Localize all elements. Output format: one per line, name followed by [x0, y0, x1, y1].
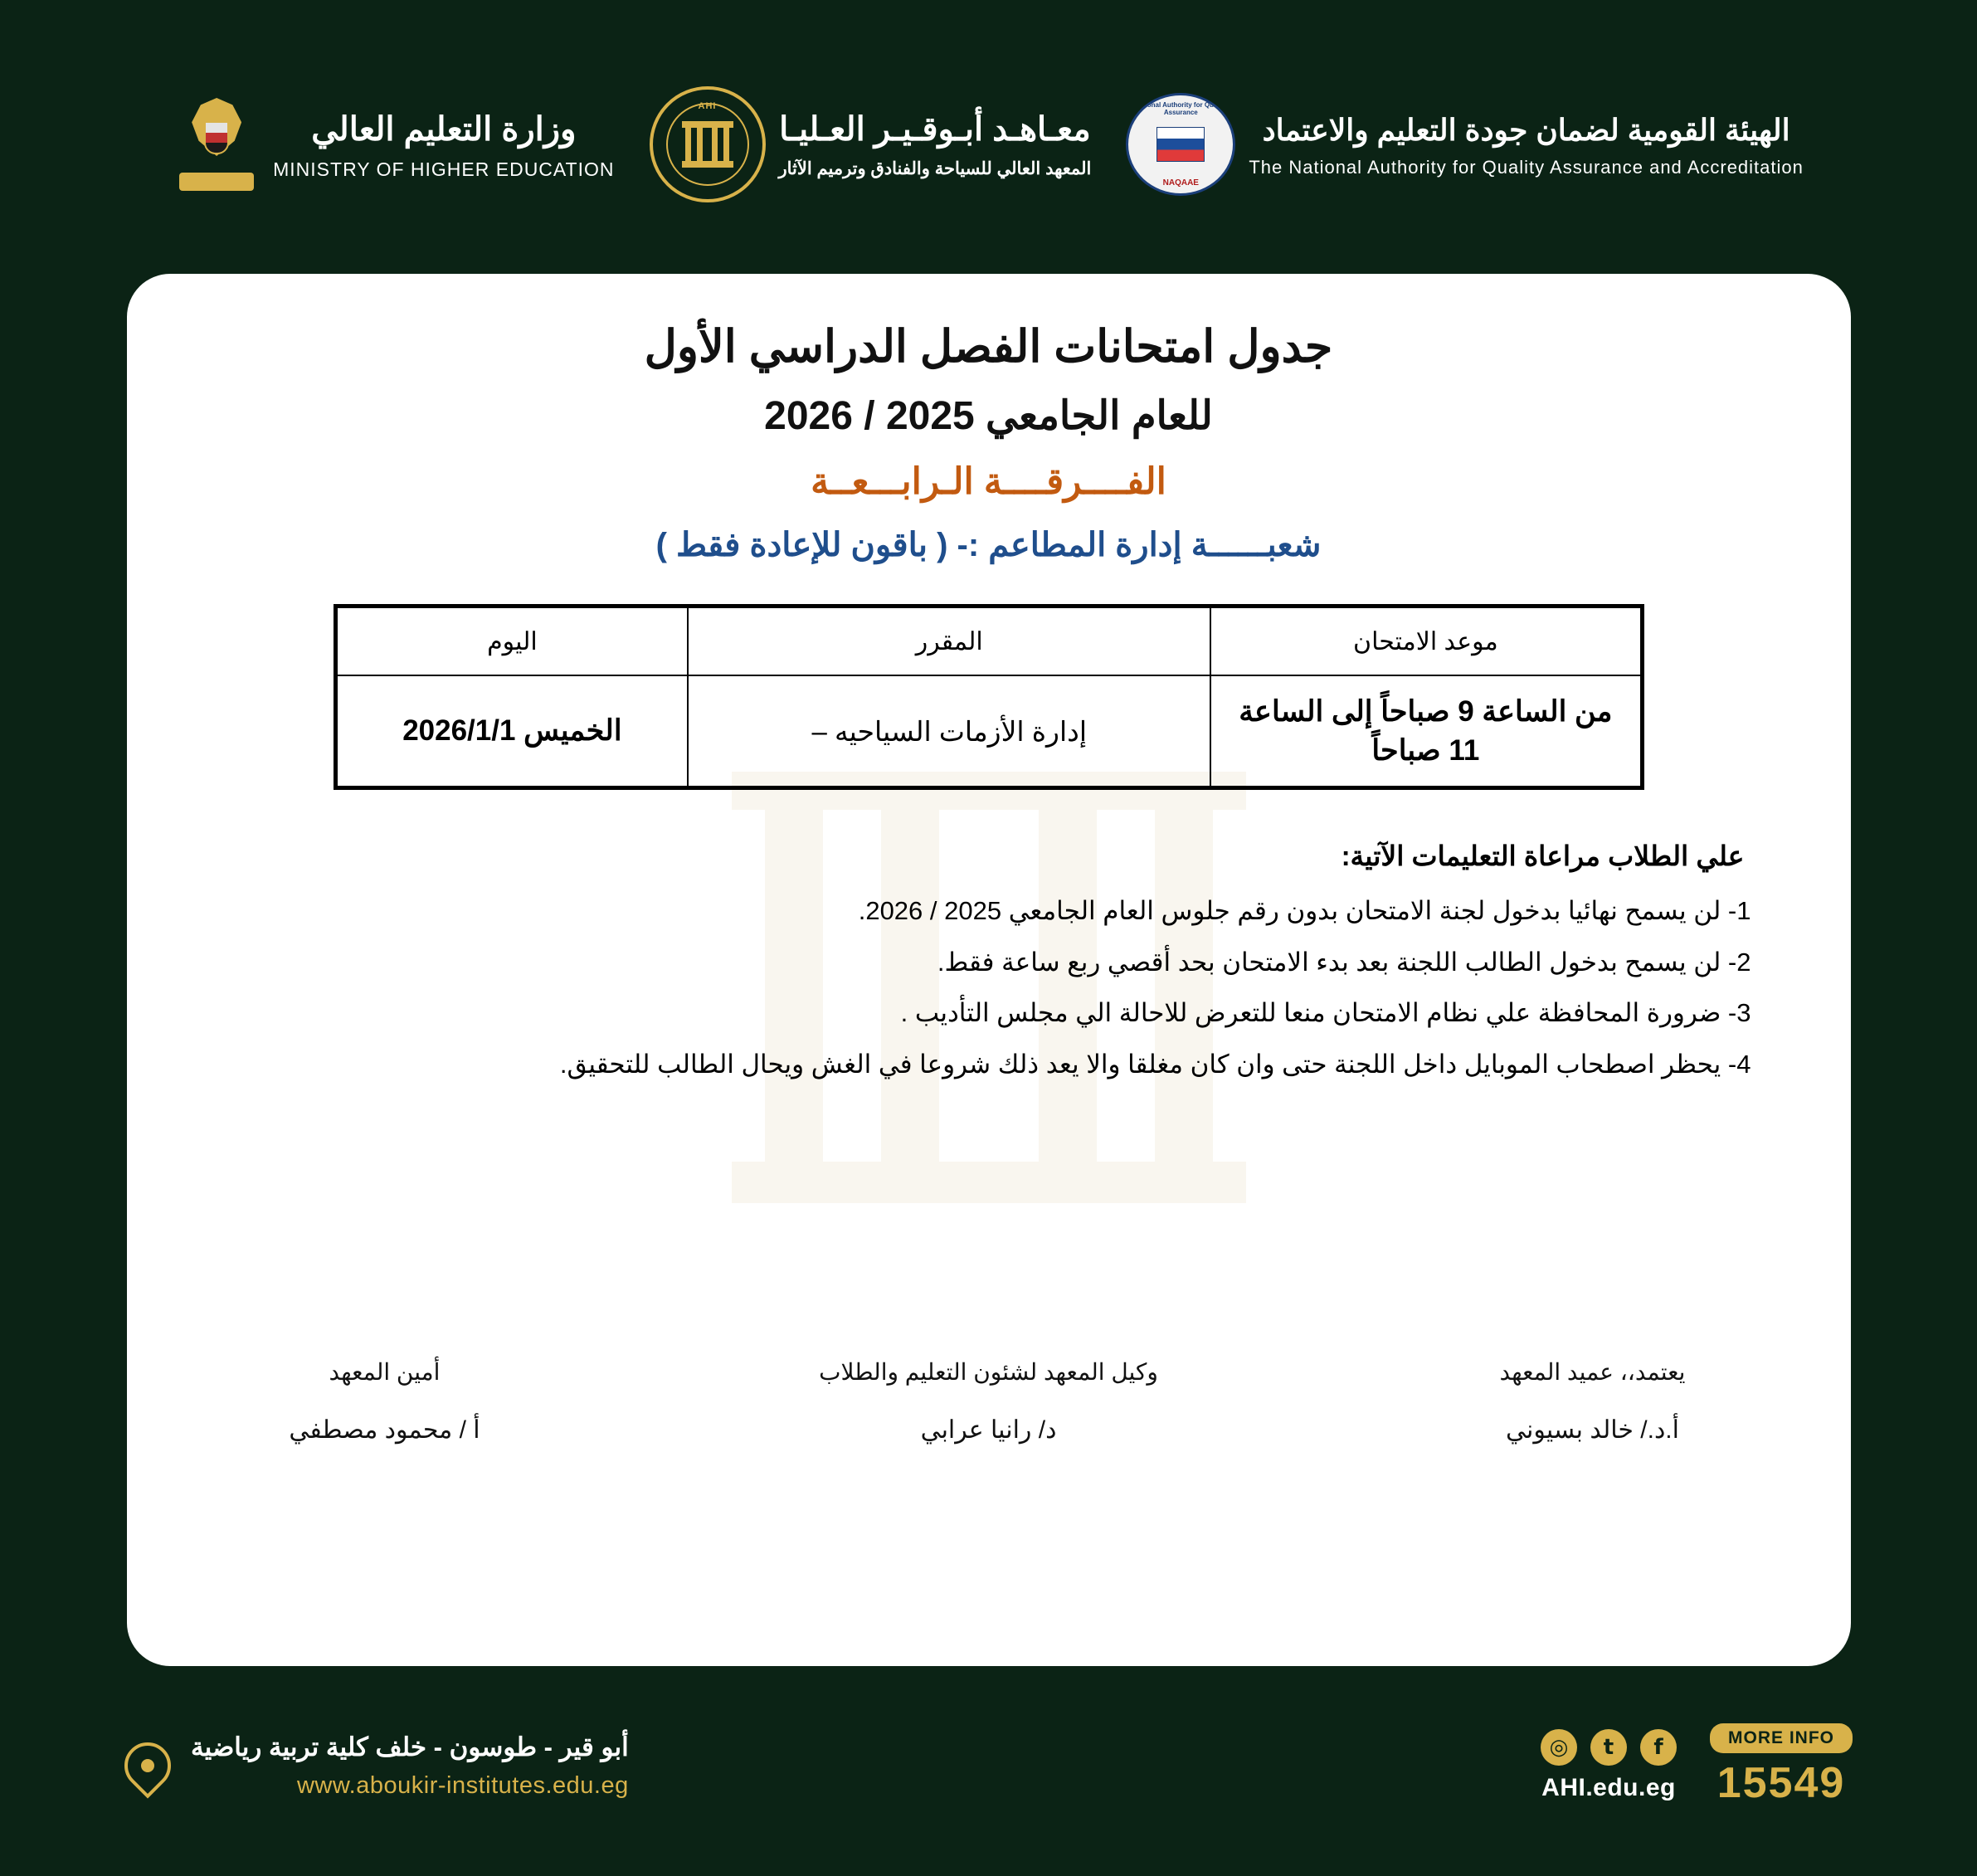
seal-label: AHI [698, 101, 717, 111]
table-header-row [335, 607, 1642, 676]
column-header-course: المقرر [688, 607, 1210, 676]
facebook-icon[interactable]: f [1640, 1729, 1677, 1766]
footer-website-link[interactable]: www.aboukir-institutes.edu.eg [296, 1771, 629, 1799]
ministry-name-en: MINISTRY OF HIGHER EDUCATION [273, 158, 615, 180]
footer-address: أبو قير - طوسون - خلف كلية تربية رياضية [191, 1732, 629, 1761]
location-pin-icon [114, 1732, 180, 1798]
signature-name: د/ رانيا عرابي [920, 1416, 1057, 1445]
footer-contact-group [1541, 1723, 1853, 1808]
instructions-list [198, 890, 1751, 1084]
hotline-group [1710, 1723, 1853, 1808]
cell-exam-time: من الساعة 9 صباحاً إلى الساعة 11 صباحاً [1210, 675, 1642, 788]
division-title: شعبــــــة إدارة المطاعم :- ( باقون للإعادة فقط ) [655, 527, 1322, 563]
eagle-emblem-icon [173, 93, 260, 196]
naqaae-name-ar: الهيئة القومية لضمان جودة التعليم والاعتماد [1262, 112, 1790, 147]
page-title: جدول امتحانات الفصل الدراسي الأول [644, 322, 1333, 372]
signature-role: أمين المعهد [329, 1359, 441, 1386]
list-item: 3- ضرورة المحافظة علي نظام الامتحان منعا للتعرض للاحالة الي مجلس التأديب . [900, 998, 1751, 1028]
ministry-name-ar: وزارة التعليم العالي [311, 110, 577, 148]
signature-name: أ.د./ خالد بسيوني [1506, 1416, 1679, 1445]
exam-table [334, 604, 1644, 790]
naqaae-badge-bottom-text: NAQAAE [1162, 178, 1199, 188]
signature-role: يعتمد،، عميد المعهد [1499, 1359, 1686, 1386]
table-row [335, 675, 1642, 788]
cell-exam-day: الخميس 2026/1/1 [335, 675, 688, 788]
list-item: 1- لن يسمح نهائيا بدخول لجنة الامتحان بدون رقم جلوس العام الجامعي 2025 / 2026. [858, 896, 1751, 925]
signature-block [198, 1358, 1780, 1445]
page-footer [0, 1666, 1977, 1865]
institute-subtitle-ar: المعهد العالي للسياحة والفنادق وترميم الآثار [778, 158, 1092, 178]
social-group [1541, 1729, 1677, 1802]
institute-seal-icon [650, 86, 766, 202]
naqaae-badge-top-text: National Authority for Quality Assurance [1134, 101, 1227, 116]
academic-year: للعام الجامعي 2025 / 2026 [764, 394, 1213, 438]
institute-name-ar: معـاهـد أبـوقـيـر العـليـا [779, 110, 1091, 148]
list-item: 2- لن يسمح بدخول الطالب اللجنة بعد بدء الامتحان بحد أقصي ربع ساعة فقط. [937, 947, 1751, 977]
list-item: 4- يحظر اصطحاب الموبايل داخل اللجنة حتى وان كان مغلقا والا يعد ذلك شروعا في الغش ويحال الطالب للتحقيق. [559, 1049, 1751, 1079]
cell-course-name: إدارة الأزمات السياحيه – [688, 675, 1210, 788]
column-header-day: اليوم [335, 607, 688, 676]
logo-abu-qir-institutes [650, 86, 1092, 202]
hotline-number: 15549 [1716, 1759, 1846, 1807]
more-info-badge: MORE INFO [1710, 1723, 1853, 1753]
footer-address-group [124, 1732, 629, 1800]
column-header-time: موعد الامتحان [1210, 607, 1642, 676]
signature-institute-secretary [248, 1358, 522, 1445]
header-logo-bar [0, 0, 1977, 274]
instructions-title: علي الطلاب مراعاة التعليمات الآتية: [1341, 841, 1745, 871]
signature-dean [1456, 1358, 1730, 1445]
logo-naqaae [1126, 93, 1804, 196]
year-group-title: الفــــرقــــة الـرابـــعــة [811, 461, 1166, 502]
instagram-icon[interactable]: ◎ [1541, 1729, 1577, 1766]
naqaae-name-en: The National Authority for Quality Assurance and Accreditation [1249, 156, 1804, 178]
signature-vice-dean [819, 1358, 1158, 1445]
signature-name: أ / محمود مصطفي [289, 1416, 480, 1445]
social-handle[interactable]: AHI.edu.eg [1541, 1774, 1676, 1801]
signature-role: وكيل المعهد لشئون التعليم والطلاب [819, 1359, 1158, 1386]
twitter-icon[interactable]: t [1590, 1729, 1627, 1766]
exam-schedule-card [127, 274, 1851, 1666]
naqaae-badge-icon [1126, 93, 1235, 196]
logo-ministry-of-higher-education [173, 93, 614, 196]
